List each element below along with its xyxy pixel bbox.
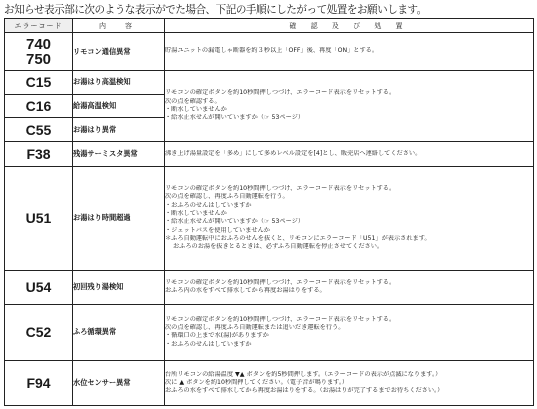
error-action [165, 141, 534, 166]
action-line: ・ジェットバスを使用していませんか [165, 226, 270, 234]
error-code-cell [5, 33, 73, 71]
error-name: お湯はり異常 [73, 118, 165, 142]
header-code: エラーコード [5, 19, 73, 33]
table-row-c52 [5, 304, 534, 360]
action-line: ・給水止水せんが開いていますか（☞ 53ページ） [165, 218, 305, 226]
action-line: おふろの水をすべて排水してから再度お湯はりをする。（お湯はりが完了するまでお待ちください。） [165, 387, 444, 395]
error-code: C16 [5, 94, 73, 118]
action-line: リモコンの確定ボタンを約10秒間押しつづけ、エラーコード表示をリセットする。 [165, 185, 396, 193]
action-line: リモコンの確定ボタンを約10秒間押しつづけ、エラーコード表示をリセットする。 [165, 279, 396, 287]
action-line: ・給水止水せんが開いていますか（☞ 53ページ） [165, 114, 305, 122]
error-action [165, 271, 534, 305]
action-line: 次の点を確認し、再度ふろ自動運転または追いだき運転を行う。 [165, 324, 345, 332]
action-line: ・おふろのせんはしていますか [165, 201, 252, 209]
error-name: 給湯高温検知 [73, 94, 165, 118]
error-code: C55 [5, 118, 73, 142]
action-line: 台所リモコンの給湯温度 ▼▲ ボタンを約5秒間押します。（エラーコードの表示が点滅になります。） [165, 370, 442, 378]
error-action [165, 33, 534, 71]
error-code: F94 [5, 360, 73, 405]
table-row-740 [5, 33, 534, 71]
table-row-f94 [5, 360, 534, 405]
error-name: お湯はり時間超過 [73, 166, 165, 270]
error-name: 水位センサー異常 [73, 360, 165, 405]
error-name: お湯はり高温検知 [73, 71, 165, 95]
error-action [165, 304, 534, 360]
page-title: お知らせ表示部に次のような表示がでた場合、下記の手順にしたがって処置をお願いします。 [4, 4, 427, 16]
table-row-u54 [5, 271, 534, 305]
error-action-shared [165, 71, 534, 142]
error-code: F38 [5, 141, 73, 166]
error-name: 残湯サーミスタ異常 [73, 141, 165, 166]
error-name: ふろ循環異常 [73, 304, 165, 360]
action-line: 沸き上げ湯量設定を「多め」にして多めレベル設定を[4]とし、販売店へ連絡してください。 [165, 149, 422, 157]
error-code: C15 [5, 71, 73, 95]
action-line: リモコンの確定ボタンを約10秒間押しつづけ、エラーコード表示をリセットする。 [165, 89, 396, 97]
action-line: 次の点を確認する。 [165, 97, 221, 105]
table-row-c15 [5, 71, 534, 95]
error-name: リモコン通信異常 [73, 33, 165, 71]
action-line: リモコンの確定ボタンを約10秒間押しつづけ、エラーコード表示をリセットする。 [165, 315, 396, 323]
table-header-row [5, 19, 534, 33]
action-line: ・おふろのせんはしていますか [165, 340, 252, 348]
error-action [165, 166, 534, 270]
table-row-f38 [5, 141, 534, 166]
table-row-u51 [5, 166, 534, 270]
action-line: ＊ふろ自動運転中におふろのせんを抜くと、リモコンにエラーコード「U51」が表示されます。 [165, 234, 431, 242]
error-code: U51 [5, 166, 73, 270]
action-line: 次に ▲ ボタンを約10秒間押してください。（電子音が鳴ります。） [165, 378, 349, 386]
action-line: おふろ内の水をすべて排水してから再度お湯はりをする。 [165, 287, 326, 295]
header-name: 内 容 [73, 19, 165, 33]
error-name: 初回残り湯検知 [73, 271, 165, 305]
error-code: 750 [25, 50, 52, 68]
action-line: ・循環口の上まで水(湯)がありますか [165, 332, 269, 340]
error-code-table [4, 18, 534, 406]
action-line: おふろのお湯を抜きとるときは、必ずふろ自動運転を停止させてください。 [173, 243, 384, 251]
action-line: ・断水していませんか [165, 106, 227, 114]
error-code: C52 [5, 304, 73, 360]
error-code: U54 [5, 271, 73, 305]
action-line: 次の点を確認し、再度ふろ自動運転を行う。 [165, 193, 289, 201]
error-code: 740 [25, 35, 52, 53]
header-action: 確 認 及 び 処 置 [165, 19, 534, 33]
error-action [165, 360, 534, 405]
action-line: ・断水していませんか [165, 210, 227, 218]
action-line: 貯湯ユニットの漏電しゃ断器を約３秒以上「OFF」後、再度「ON」とする。 [165, 47, 379, 55]
